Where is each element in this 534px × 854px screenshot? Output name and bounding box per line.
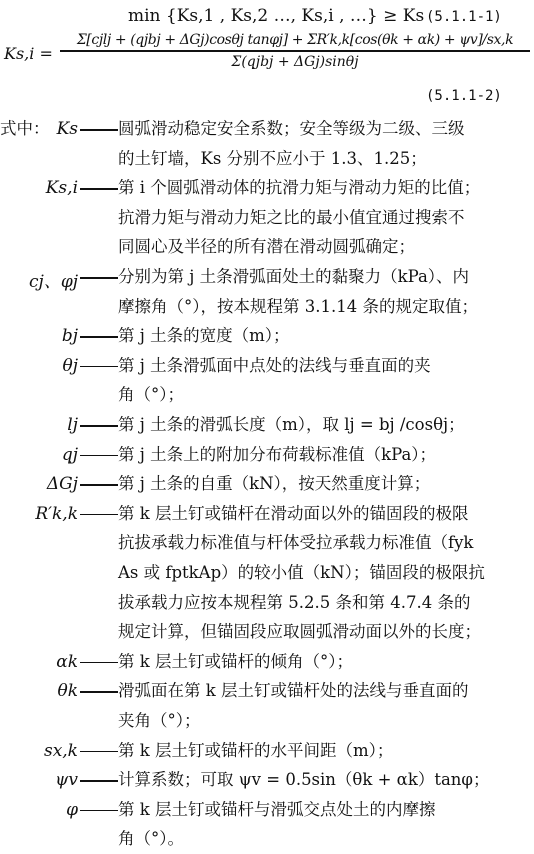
definition-text-line: As 或 fptkAp）的较小值（kN）；锚固段的极限抗 <box>118 562 485 582</box>
definition-text-line: 角（°）； <box>118 385 184 405</box>
definition-dash <box>80 780 118 782</box>
definition-symbol: sx,k <box>43 740 78 761</box>
equation-lhs: Ks,i = <box>4 44 53 63</box>
definition-text-line: 抗滑力矩与滑动力矩之比的最小值宜通过搜索不 <box>118 207 465 227</box>
equation-number: (5.1.1-1) <box>426 9 502 25</box>
definition-symbol: θk <box>57 681 78 702</box>
definition-text-line: 第 k 层土钉或锚杆的倾角（°）； <box>118 651 353 671</box>
fraction-numerator: Σ[cjlj + (qjbj + ΔGj)cosθj tanφj] + ΣR′k,k[cos(θk + αk) + ψv]/sx,k <box>76 32 514 48</box>
definition-text-line: 拔承载力应按本规程第 5.2.5 条和第 4.7.4 条的 <box>118 592 471 612</box>
definition-symbol: Ks <box>56 119 78 139</box>
definition-text-line: 第 k 层土钉或锚杆与滑弧交点处土的内摩擦 <box>118 799 436 819</box>
definition-text-line: 摩擦角（°），按本规程第 3.1.14 条的规定取值； <box>118 296 478 316</box>
definition-dash <box>80 129 118 131</box>
fraction <box>60 32 530 70</box>
definition-text-line: 滑弧面在第 k 层土钉或锚杆处的法线与垂直面的 <box>118 681 469 701</box>
definition-text-line: 圆弧滑动稳定安全系数；安全等级为二级、三级 <box>118 119 465 138</box>
definitions-label: 式中： <box>0 119 50 138</box>
definition-text-line: 计算系数；可取 ψv = 0.5sin（θk + αk）tanφ； <box>118 770 490 790</box>
definition-dash <box>80 691 118 693</box>
definition-dash <box>80 425 118 427</box>
equation-5-1-1-2 <box>0 30 534 84</box>
definition-text-line: 第 j 土条的自重（kN），按天然重度计算； <box>118 474 431 494</box>
definition-symbol: φ <box>66 799 78 820</box>
definition-text-line: 的土钉墙，Ks 分别不应小于 1.3、1.25； <box>118 148 427 168</box>
definition-text-line: 第 k 层土钉或锚杆的水平间距（m）； <box>118 740 394 760</box>
definition-symbol: lj <box>67 415 78 435</box>
definition-text-line: 抗拔承载力标准值与杆体受拉承载力标准值（fyk <box>118 533 474 553</box>
definition-dash <box>80 662 118 664</box>
equation-number: (5.1.1-2) <box>426 88 502 104</box>
fraction-bar <box>60 50 530 52</box>
definition-symbol: R′k,k <box>35 503 78 524</box>
definition-text-line: 规定计算，但锚固段应取圆弧滑动面以外的长度； <box>118 622 481 642</box>
definition-dash <box>80 277 118 279</box>
definition-symbol: ψv <box>55 770 78 791</box>
definition-text-line: 第 i 个圆弧滑动体的抗滑力矩与滑动力矩的比值； <box>118 178 481 198</box>
equation-formula: min {Ks,1 , Ks,2 …, Ks,i , …} ≥ Ks <box>128 6 425 26</box>
definition-dash <box>80 455 118 457</box>
definition-dash <box>80 336 118 338</box>
definition-text-line: 同圆心及半径的所有潜在滑动圆弧确定； <box>118 237 415 257</box>
definition-text-line: 分别为第 j 土条滑弧面处土的黏聚力（kPa）、内 <box>118 267 470 286</box>
definition-symbol: bj <box>61 326 78 347</box>
definition-symbol: Ks,i <box>45 178 78 199</box>
definition-text-line: 夹角（°）； <box>118 710 201 730</box>
definition-text-line: 第 j 土条的宽度（m）； <box>118 326 290 346</box>
definition-text-line: 第 k 层土钉或锚杆在滑动面以外的锚固段的极限 <box>118 503 469 523</box>
definition-symbol: αk <box>56 651 78 672</box>
definition-dash <box>80 514 118 516</box>
equation-5-1-1-1 <box>0 4 534 30</box>
fraction-denominator: Σ(qjbj + ΔGj)sinθj <box>231 53 359 70</box>
definition-text-line: 第 j 土条的滑弧长度（m），取 lj = bj /cosθj； <box>118 415 465 434</box>
definition-symbol: cj、φj <box>29 272 78 292</box>
definition-text-line: 第 j 土条滑弧面中点处的法线与垂直面的夹 <box>118 355 431 375</box>
definition-dash <box>80 366 118 368</box>
definition-symbol: ΔGj <box>46 474 78 495</box>
definition-text-line: 第 j 土条上的附加分布荷载标准值（kPa）； <box>118 444 437 464</box>
definition-dash <box>80 751 118 753</box>
definition-dash <box>80 188 118 190</box>
definition-dash <box>80 810 118 812</box>
definition-symbol: θj <box>62 355 78 376</box>
definition-dash <box>80 484 118 486</box>
definition-symbol: qj <box>61 444 78 465</box>
definition-text-line: 角（°）。 <box>118 829 184 849</box>
